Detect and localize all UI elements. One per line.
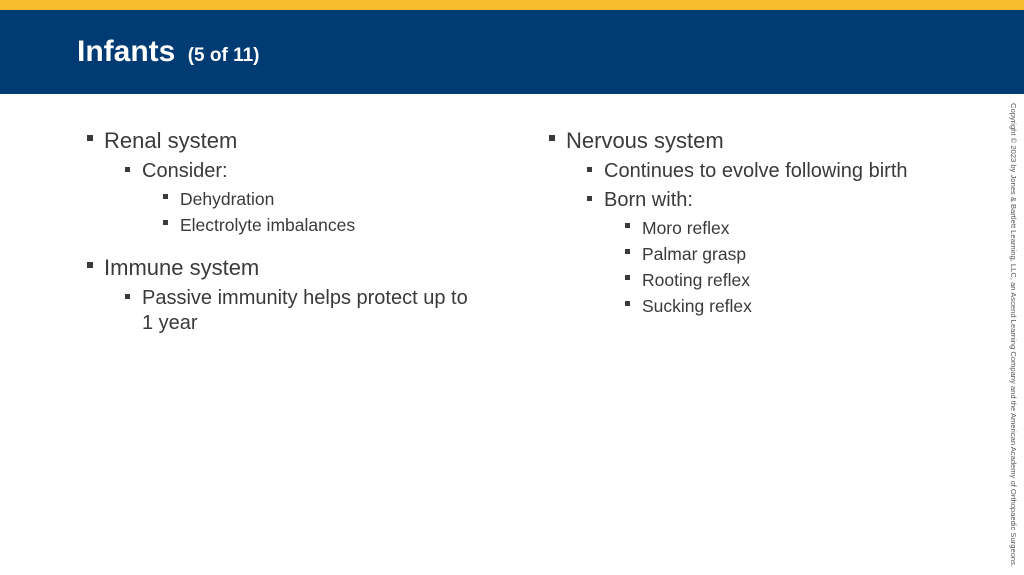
consider-label: Consider: — [142, 160, 228, 182]
copyright-notice: Copyright © 2023 by Jones & Bartlett Learning, LLC, an Ascend Learning Company and the American Academy of Orthopaedic Surgeons. — [1009, 103, 1018, 568]
born-with-label: Born with: — [604, 189, 693, 211]
slide-title — [77, 34, 260, 74]
square-bullet-icon — [625, 275, 630, 280]
square-bullet-icon — [163, 220, 168, 225]
bullet-consider — [84, 159, 484, 184]
bullet-dehydration — [84, 186, 484, 212]
square-bullet-icon — [625, 301, 630, 306]
bullet-immune-system — [84, 254, 484, 282]
moro-reflex-label: Moro reflex — [642, 218, 730, 238]
nervous-system-label: Nervous system — [566, 128, 724, 153]
square-bullet-icon — [587, 167, 592, 172]
bullet-passive-immunity — [84, 286, 484, 336]
square-bullet-icon — [87, 135, 93, 141]
square-bullet-icon — [125, 167, 130, 172]
slide-title-text: Infants — [77, 35, 176, 68]
bullet-electrolyte-imbalances — [84, 212, 484, 238]
sucking-reflex-label: Sucking reflex — [642, 296, 752, 316]
square-bullet-icon — [163, 194, 168, 199]
square-bullet-icon — [625, 223, 630, 228]
bullet-renal-system — [84, 127, 484, 155]
dehydration-label: Dehydration — [180, 189, 275, 209]
top-accent-stripe — [0, 0, 1024, 10]
passive-immunity-label: Passive immunity helps protect up to 1 year — [142, 287, 468, 334]
bullet-palmar-grasp — [546, 241, 966, 267]
bullet-nervous-system — [546, 127, 966, 155]
bullet-moro-reflex — [546, 215, 966, 241]
square-bullet-icon — [549, 135, 555, 141]
square-bullet-icon — [625, 249, 630, 254]
square-bullet-icon — [125, 294, 130, 299]
palmar-grasp-label: Palmar grasp — [642, 244, 747, 264]
square-bullet-icon — [587, 196, 592, 201]
square-bullet-icon — [87, 262, 93, 268]
immune-system-label: Immune system — [104, 255, 260, 280]
left-column — [84, 127, 484, 336]
electrolyte-imbalances-label: Electrolyte imbalances — [180, 215, 356, 235]
bullet-rooting-reflex — [546, 267, 966, 293]
renal-system-label: Renal system — [104, 128, 238, 153]
bullet-sucking-reflex — [546, 293, 966, 319]
bullet-continues-to-evolve — [546, 159, 966, 184]
slide-title-suffix: (5 of 11) — [187, 45, 260, 66]
rooting-reflex-label: Rooting reflex — [642, 270, 750, 290]
continues-to-evolve-label: Continues to evolve following birth — [604, 160, 908, 182]
bullet-born-with — [546, 188, 966, 213]
right-column — [546, 127, 966, 319]
